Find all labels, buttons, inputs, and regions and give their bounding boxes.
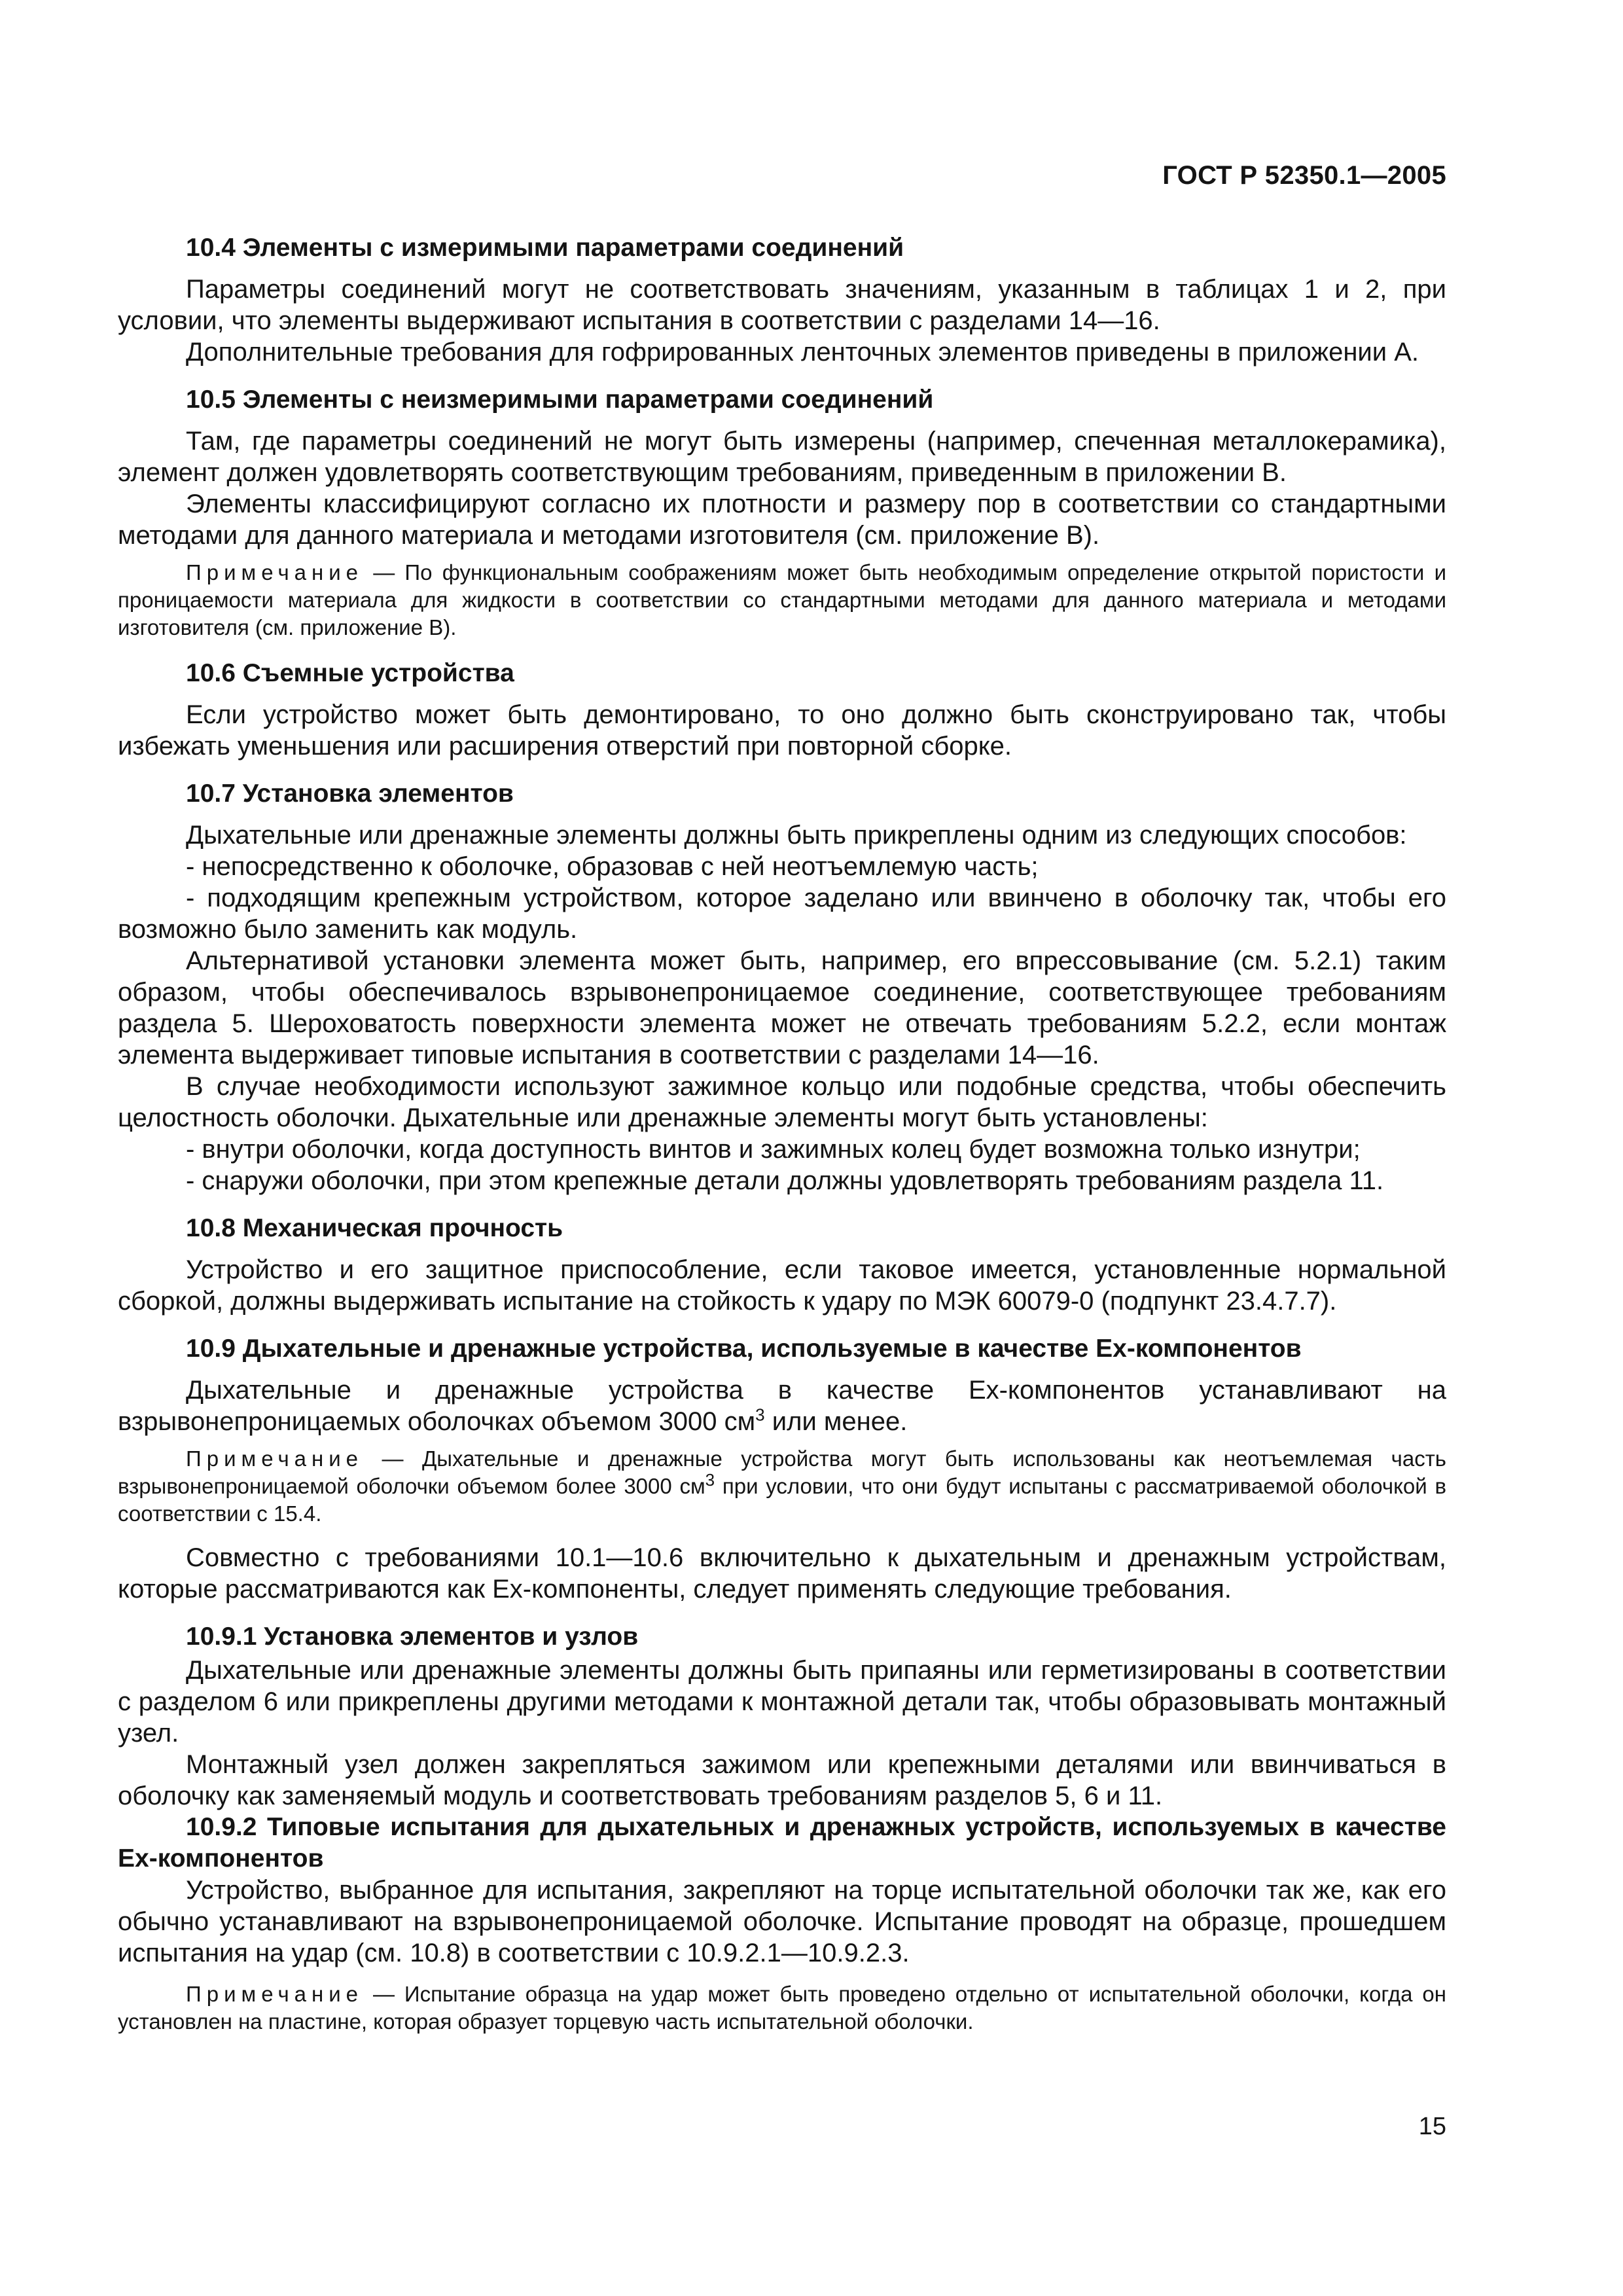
paragraph: Дополнительные требования для гофрированных ленточных элементов приведены в приложении А. bbox=[186, 338, 1419, 367]
section-10-4 bbox=[118, 230, 1446, 368]
paragraph: Устройство, выбранное для испытания, закрепляют на торце испытательной оболочки так же, как его обычно устанавливают на взрывонепроницаемой оболочке. Испытание проводят на образце, прошедшем испытания на удар (см. 10.8) в соответствии с 10.9.2.1—10.9.2.3. bbox=[118, 1876, 1446, 1967]
section-10-5 bbox=[118, 382, 1446, 641]
note-label: Примечание bbox=[186, 1446, 364, 1471]
section-10-9-1 bbox=[118, 1619, 1446, 1812]
paragraph: Монтажный узел должен закрепляться зажимом или крепежными деталями или ввинчиваться в оболочку как заменяемый модуль и соответствовать требованиям разделов 5, 6 и 11. bbox=[118, 1750, 1446, 1810]
text-run: Дыхательные и дренажные устройства в качестве Ex-компонентов устанавливают на взрывонепроницаемых оболочках объемом 3000 см bbox=[118, 1376, 1446, 1436]
section-10-6 bbox=[118, 656, 1446, 762]
document-code-header: ГОСТ Р 52350.1—2005 bbox=[1162, 161, 1446, 190]
page-number: 15 bbox=[1418, 2113, 1446, 2140]
section-10-7 bbox=[118, 776, 1446, 1196]
list-item: - снаружи оболочки, при этом крепежные детали должны удовлетворять требованиям раздела 11. bbox=[186, 1166, 1384, 1195]
paragraph: Совместно с требованиями 10.1—10.6 включительно к дыхательным и дренажным устройствам, которые рассматриваются как Ex-компоненты, следует применять следующие требования. bbox=[118, 1543, 1446, 1604]
note-text: — Испытание образца на удар может быть проведено отдельно от испытательной оболочки, когда он установлен на пластине, которая образует торцевую часть испытательной оболочки. bbox=[118, 1982, 1446, 2034]
note bbox=[118, 1981, 1446, 2036]
section-10-9-2 bbox=[118, 1812, 1446, 2036]
superscript: 3 bbox=[705, 1470, 715, 1490]
note-text: при условии, что они будут испытаны с рассматриваемой оболочкой в соответствии с 15.4. bbox=[118, 1474, 1446, 1526]
section-heading: 10.5 Элементы с неизмеримыми параметрами соединений bbox=[186, 386, 934, 414]
section-heading: 10.9.2 Типовые испытания для дыхательных и дренажных устройств, используемых в качестве Ex-компонентов bbox=[118, 1813, 1446, 1873]
paragraph: Элементы классифицируют согласно их плотности и размеру пор в соответствии со стандартными методами для данного материала и методами изготовителя (см. приложение В). bbox=[118, 490, 1446, 550]
section-heading: 10.4 Элементы с измеримыми параметрами соединений bbox=[186, 234, 904, 262]
list-item: - непосредственно к оболочке, образовав с ней неотъемлемую часть; bbox=[186, 852, 1039, 881]
paragraph bbox=[118, 1374, 1446, 1437]
paragraph: Дыхательные или дренажные элементы должны быть припаяны или герметизированы в соответствии с разделом 6 или прикреплены другими методами к монтажной детали так, чтобы образовывать монтажный узел. bbox=[118, 1656, 1446, 1748]
paragraph: Если устройство может быть демонтировано, то оно должно быть сконструировано так, чтобы избежать уменьшения или расширения отверстий при повторной сборке. bbox=[118, 700, 1446, 761]
note-label: Примечание bbox=[186, 1982, 364, 2006]
section-10-8 bbox=[118, 1211, 1446, 1317]
paragraph: Устройство и его защитное приспособление, если таковое имеется, установленные нормальной сборкой, должны выдерживать испытание на стойкость к удару по МЭК 60079-0 (подпункт 23.4.7.7). bbox=[118, 1255, 1446, 1316]
list-item: - подходящим крепежным устройством, которое заделано или ввинчено в оболочку так, чтобы его возможно было заменить как модуль. bbox=[118, 884, 1446, 944]
section-heading: 10.9 Дыхательные и дренажные устройства, используемые в качестве Ex-компонентов bbox=[186, 1335, 1302, 1363]
note bbox=[118, 559, 1446, 641]
note-text: — По функциональным соображениям может быть необходимым определение открытой пористости и проницаемости материала для жидкости в соответствии со стандартными методами для данного материала и методами изготовителя (см. приложение В). bbox=[118, 560, 1446, 639]
paragraph: Там, где параметры соединений не могут быть измерены (например, спеченная металлокерамика), элемент должен удовлетворять соответствующим требованиям, приведенным в приложении В. bbox=[118, 427, 1446, 487]
paragraph: Дыхательные или дренажные элементы должны быть прикреплены одним из следующих способов: bbox=[186, 821, 1407, 850]
text-run: или менее. bbox=[764, 1407, 908, 1436]
note-text: — Дыхательные и дренажные устройства могут быть использованы как неотъемлемая часть взрывонепроницаемой оболочки объемом более 3000 см bbox=[118, 1446, 1446, 1498]
paragraph: В случае необходимости используют зажимное кольцо или подобные средства, чтобы обеспечить целостность оболочки. Дыхательные или дренажные элементы могут быть установлены: bbox=[118, 1072, 1446, 1132]
section-heading: 10.6 Съемные устройства bbox=[186, 659, 514, 687]
section-10-9 bbox=[118, 1331, 1446, 1605]
note-label: Примечание bbox=[186, 560, 364, 584]
page-content bbox=[118, 230, 1446, 2036]
superscript: 3 bbox=[755, 1405, 765, 1425]
list-item: - внутри оболочки, когда доступность винтов и зажимных колец будет возможна только изнутри; bbox=[186, 1135, 1361, 1164]
paragraph: Параметры соединений могут не соответствовать значениям, указанным в таблицах 1 и 2, при условии, что элементы выдерживают испытания в соответствии с разделами 14—16. bbox=[118, 275, 1446, 335]
section-heading: 10.9.1 Установка элементов и узлов bbox=[186, 1623, 639, 1651]
note bbox=[118, 1445, 1446, 1528]
section-heading: 10.7 Установка элементов bbox=[186, 780, 514, 808]
paragraph: Альтернативой установки элемента может быть, например, его впрессовывание (см. 5.2.1) таким образом, чтобы обеспечивалось взрывонепроницаемое соединение, соответствующее требованиям раздела 5. Шероховатость поверхности элемента может не отвечать требованиям 5.2.2, если монтаж элемента выдерживает типовые испытания в соответствии с разделами 14—16. bbox=[118, 946, 1446, 1069]
section-heading: 10.8 Механическая прочность bbox=[186, 1214, 563, 1242]
